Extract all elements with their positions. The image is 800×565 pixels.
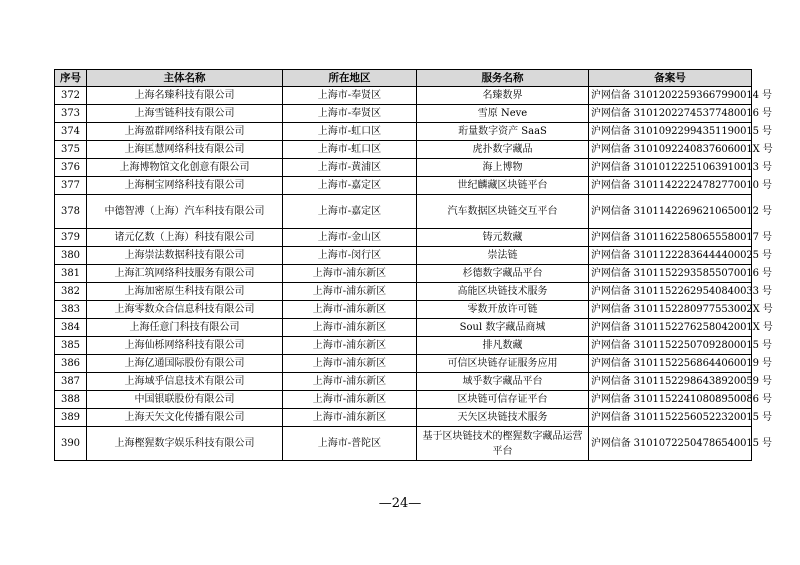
cell-region: 上海市-浦东新区: [283, 319, 417, 337]
cell-entity-name: 上海加密原生科技有限公司: [87, 283, 283, 301]
cell-service-name: 虎扑数字藏品: [417, 141, 589, 159]
cell-record-number: 沪网信备 31011522629540840033 号: [589, 283, 752, 301]
cell-index: 380: [55, 247, 87, 265]
cell-region: 上海市-虹口区: [283, 141, 417, 159]
table-row: [55, 427, 752, 461]
cell-region: 上海市-黄浦区: [283, 159, 417, 177]
cell-index: 374: [55, 123, 87, 141]
cell-record-number: 沪网信备 31010122251063910013 号: [589, 159, 752, 177]
table-row: [55, 373, 752, 391]
cell-region: 上海市-奉贤区: [283, 105, 417, 123]
cell-service-name: 世纪麟藏区块链平台: [417, 177, 589, 195]
cell-entity-name: 上海盈群网络科技有限公司: [87, 123, 283, 141]
table-row: [55, 195, 752, 229]
cell-record-number: 沪网信备 3101152280977553002X 号: [589, 301, 752, 319]
cell-entity-name: 中国银联股份有限公司: [87, 391, 283, 409]
cell-entity-name: 上海樫猩数字娱乐科技有限公司: [87, 427, 283, 461]
table-row: [55, 355, 752, 373]
table-row: [55, 301, 752, 319]
cell-region: 上海市-嘉定区: [283, 195, 417, 229]
cell-region: 上海市-浦东新区: [283, 355, 417, 373]
cell-service-name: 排凡数藏: [417, 337, 589, 355]
cell-region: 上海市-浦东新区: [283, 391, 417, 409]
cell-record-number: 沪网信备 31011522568644060019 号: [589, 355, 752, 373]
cell-service-name: 铸元数藏: [417, 229, 589, 247]
cell-entity-name: 诸元亿数（上海）科技有限公司: [87, 229, 283, 247]
cell-index: 383: [55, 301, 87, 319]
table-row: [55, 337, 752, 355]
cell-record-number: 沪网信备 31012022745377480016 号: [589, 105, 752, 123]
cell-entity-name: 上海任意门科技有限公司: [87, 319, 283, 337]
cell-index: 379: [55, 229, 87, 247]
header-entity-name: 主体名称: [87, 70, 283, 87]
table-row: [55, 229, 752, 247]
cell-service-name: 雪原 Neve: [417, 105, 589, 123]
cell-index: 384: [55, 319, 87, 337]
table-header-row: [55, 70, 752, 87]
cell-region: 上海市-闵行区: [283, 247, 417, 265]
cell-service-name: 珩量数字资产 SaaS: [417, 123, 589, 141]
cell-entity-name: 上海亿通国际股份有限公司: [87, 355, 283, 373]
cell-region: 上海市-虹口区: [283, 123, 417, 141]
cell-service-name: 基于区块链技术的樫猩数字藏品运营平台: [417, 427, 589, 461]
table-row: [55, 409, 752, 427]
cell-service-name: 零数开放许可链: [417, 301, 589, 319]
cell-record-number: 沪网信备 31011522935855070016 号: [589, 265, 752, 283]
cell-service-name: 高能区块链技术服务: [417, 283, 589, 301]
cell-entity-name: 上海域乎信息技术有限公司: [87, 373, 283, 391]
cell-index: 387: [55, 373, 87, 391]
cell-service-name: 汽车数据区块链交互平台: [417, 195, 589, 229]
cell-record-number: 沪网信备 31011522560522320015 号: [589, 409, 752, 427]
cell-service-name: 名臻数界: [417, 87, 589, 105]
cell-service-name: 天矢区块链技术服务: [417, 409, 589, 427]
header-region: 所在地区: [283, 70, 417, 87]
cell-index: 389: [55, 409, 87, 427]
cell-service-name: 区块链可信存证平台: [417, 391, 589, 409]
cell-record-number: 沪网信备 31012022593667990014 号: [589, 87, 752, 105]
cell-region: 上海市-浦东新区: [283, 265, 417, 283]
cell-record-number: 沪网信备 31011522410808950086 号: [589, 391, 752, 409]
header-service-name: 服务名称: [417, 70, 589, 87]
cell-region: 上海市-浦东新区: [283, 373, 417, 391]
cell-service-name: 可信区块链存证服务应用: [417, 355, 589, 373]
cell-service-name: 杉德数字藏品平台: [417, 265, 589, 283]
cell-region: 上海市-普陀区: [283, 427, 417, 461]
cell-region: 上海市-金山区: [283, 229, 417, 247]
table-row: [55, 87, 752, 105]
cell-entity-name: 上海雪链科技有限公司: [87, 105, 283, 123]
cell-region: 上海市-浦东新区: [283, 337, 417, 355]
cell-record-number: 沪网信备 3101152276258042001X 号: [589, 319, 752, 337]
cell-region: 上海市-浦东新区: [283, 409, 417, 427]
cell-index: 375: [55, 141, 87, 159]
table-row: [55, 159, 752, 177]
cell-index: 376: [55, 159, 87, 177]
cell-region: 上海市-浦东新区: [283, 301, 417, 319]
cell-entity-name: 上海天矢文化传播有限公司: [87, 409, 283, 427]
table-row: [55, 177, 752, 195]
cell-record-number: 沪网信备 31011422696210650012 号: [589, 195, 752, 229]
cell-region: 上海市-嘉定区: [283, 177, 417, 195]
header-index: 序号: [55, 70, 87, 87]
cell-region: 上海市-奉贤区: [283, 87, 417, 105]
cell-service-name: 海上博物: [417, 159, 589, 177]
table-row: [55, 265, 752, 283]
page-number: —24—: [378, 496, 422, 511]
cell-entity-name: 上海博物馆文化创意有限公司: [87, 159, 283, 177]
cell-index: 372: [55, 87, 87, 105]
cell-record-number: 沪网信备 31011222836444400025 号: [589, 247, 752, 265]
cell-entity-name: 上海零数众合信息科技有限公司: [87, 301, 283, 319]
cell-record-number: 沪网信备 3101092240837606001X 号: [589, 141, 752, 159]
header-record-number: 备案号: [589, 70, 752, 87]
cell-service-name: 崇法链: [417, 247, 589, 265]
table-row: [55, 105, 752, 123]
cell-service-name: 域乎数字藏品平台: [417, 373, 589, 391]
cell-index: 381: [55, 265, 87, 283]
cell-entity-name: 中德智溥（上海）汽车科技有限公司: [87, 195, 283, 229]
cell-index: 388: [55, 391, 87, 409]
cell-service-name: Soul 数字藏品商城: [417, 319, 589, 337]
table-row: [55, 247, 752, 265]
cell-entity-name: 上海匡慧网络科技有限公司: [87, 141, 283, 159]
cell-entity-name: 上海桐宝网络科技有限公司: [87, 177, 283, 195]
cell-entity-name: 上海名臻科技有限公司: [87, 87, 283, 105]
cell-entity-name: 上海汇筑网络科技服务有限公司: [87, 265, 283, 283]
cell-record-number: 沪网信备 31011522507092800015 号: [589, 337, 752, 355]
cell-index: 385: [55, 337, 87, 355]
cell-entity-name: 上海仙栎网络科技有限公司: [87, 337, 283, 355]
cell-entity-name: 上海崇法数据科技有限公司: [87, 247, 283, 265]
table-row: [55, 141, 752, 159]
cell-index: 378: [55, 195, 87, 229]
cell-index: 373: [55, 105, 87, 123]
cell-record-number: 沪网信备 31011622580655580017 号: [589, 229, 752, 247]
table-body: [55, 87, 773, 461]
cell-index: 377: [55, 177, 87, 195]
cell-index: 386: [55, 355, 87, 373]
cell-record-number: 沪网信备 31011522986438920059 号: [589, 373, 752, 391]
registration-table: [54, 69, 773, 461]
cell-index: 390: [55, 427, 87, 461]
cell-record-number: 沪网信备 31010922994351190015 号: [589, 123, 752, 141]
cell-record-number: 沪网信备 31011422224782770010 号: [589, 177, 752, 195]
cell-record-number: 沪网信备 31010722504786540015 号: [589, 427, 752, 461]
cell-index: 382: [55, 283, 87, 301]
cell-region: 上海市-浦东新区: [283, 283, 417, 301]
table-row: [55, 319, 752, 337]
table-row: [55, 283, 752, 301]
table-row: [55, 391, 752, 409]
table-row: [55, 123, 752, 141]
